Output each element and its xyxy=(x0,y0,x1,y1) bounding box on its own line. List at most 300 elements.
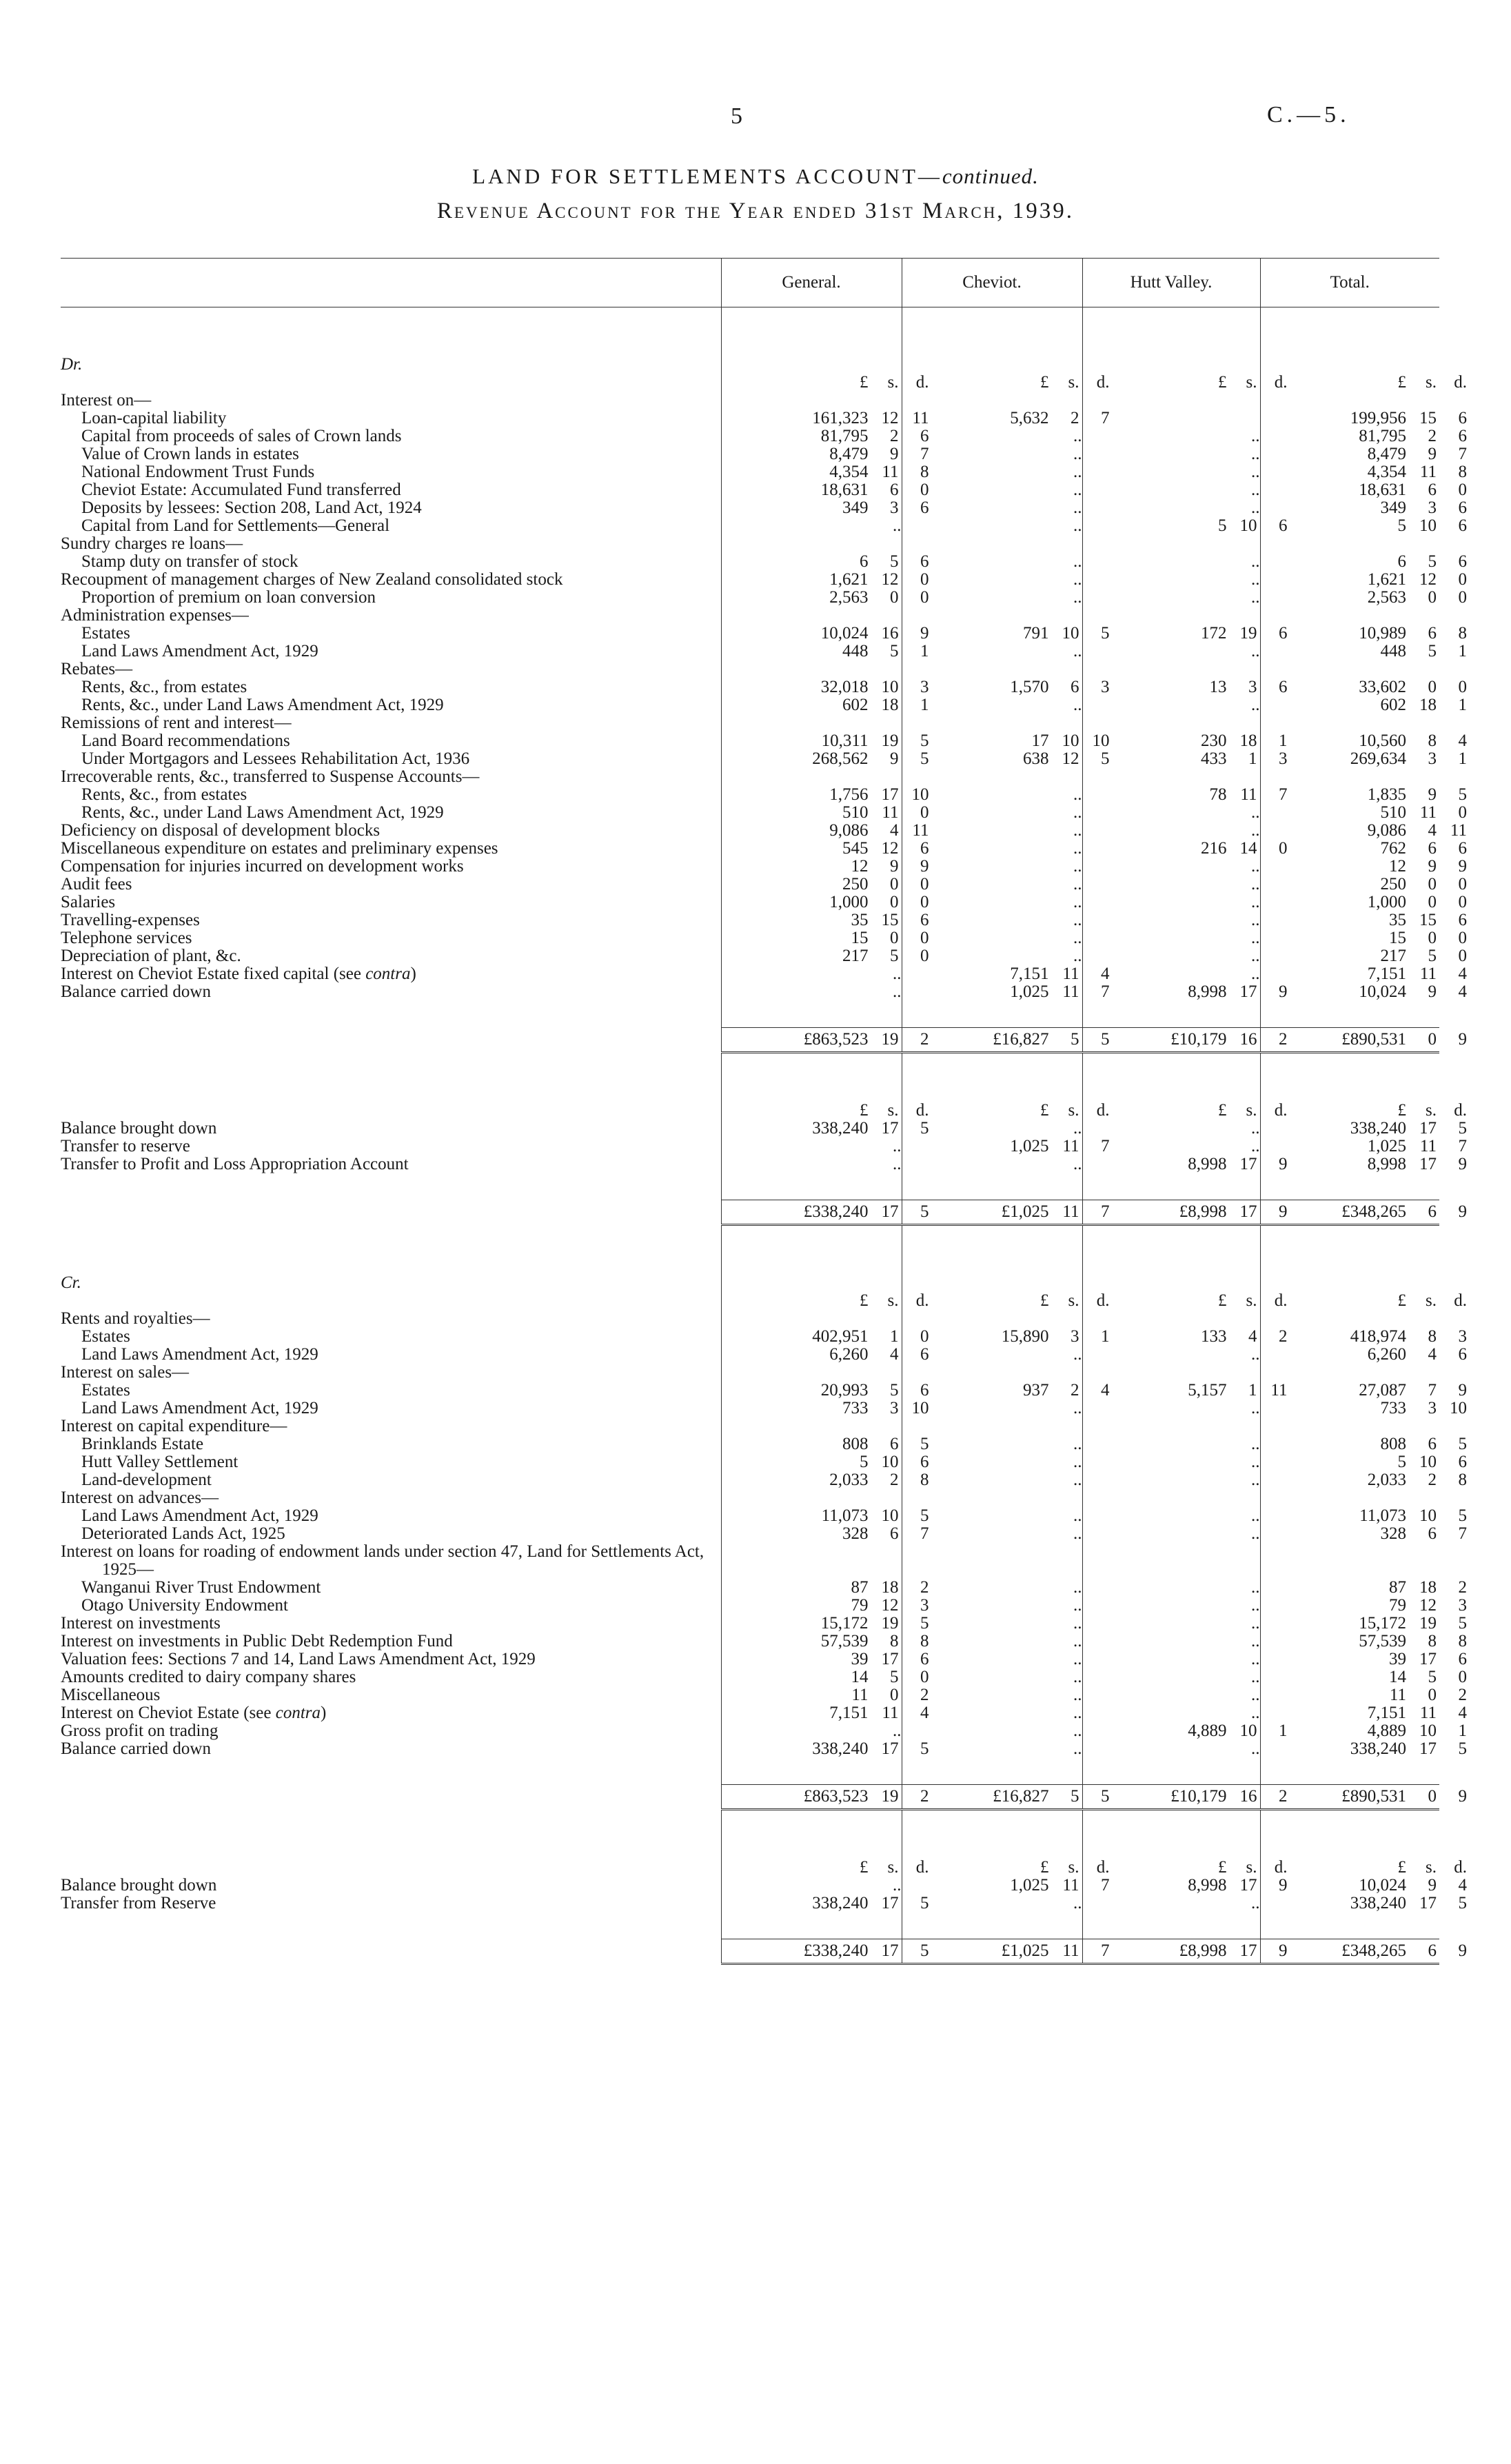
table-row xyxy=(61,643,1439,660)
pounds: 4,354 xyxy=(1367,463,1406,481)
pounds: 1,621 xyxy=(829,570,869,589)
pounds: £890,531 xyxy=(1341,1787,1406,1806)
table-row xyxy=(61,1138,1439,1155)
row-label xyxy=(61,1417,721,1435)
table-row xyxy=(61,1400,1439,1417)
nil-marker: .. xyxy=(1251,857,1260,876)
row-label-text: Salaries xyxy=(61,893,116,911)
row-label xyxy=(61,732,721,750)
pounds: 937 xyxy=(1023,1381,1049,1400)
amount-value xyxy=(793,1650,929,1668)
amount-hutt-valley xyxy=(1082,893,1260,911)
nil-marker: .. xyxy=(1073,1155,1082,1173)
table-row xyxy=(61,392,1439,410)
row-label-text: Interest on— xyxy=(61,391,152,410)
pence-unit: d. xyxy=(1274,373,1288,392)
amount-hutt-valley xyxy=(1082,1615,1260,1633)
pounds-unit: £ xyxy=(860,1858,869,1877)
row-label-text: Estates xyxy=(81,1327,130,1346)
amount-hutt-valley xyxy=(1082,1650,1260,1668)
pence: 6 xyxy=(1458,516,1467,535)
amount-cheviot xyxy=(902,768,1082,786)
row-label-text: Balance carried down xyxy=(61,982,211,1001)
amount-value xyxy=(793,803,929,822)
amount-general xyxy=(721,1364,902,1382)
shillings: 6 xyxy=(1428,481,1437,499)
amount-total xyxy=(1260,875,1467,893)
amount-value xyxy=(793,1202,929,1221)
row-label-text: Land Laws Amendment Act, 1929 xyxy=(81,1399,318,1417)
pence-unit: d. xyxy=(1454,1101,1467,1120)
amount-general-total xyxy=(721,1785,929,1810)
table-row xyxy=(61,1155,1439,1173)
amount-hutt-valley xyxy=(1082,785,1288,804)
amount-value xyxy=(1330,982,1467,1001)
pence: 7 xyxy=(1101,1202,1110,1221)
row-label xyxy=(61,571,721,589)
amount-hutt-valley xyxy=(1082,768,1260,786)
pounds: 10,311 xyxy=(821,731,869,750)
amount-value xyxy=(1151,1155,1288,1173)
shillings: 11 xyxy=(1062,982,1079,1001)
pence: 2 xyxy=(920,1787,929,1806)
pence: 5 xyxy=(1458,1614,1467,1633)
amount-value xyxy=(1330,1506,1467,1525)
nil-marker: .. xyxy=(1073,463,1082,481)
amount-value xyxy=(1330,1596,1467,1615)
amount-general xyxy=(721,785,929,804)
amount-total xyxy=(1260,535,1439,553)
nil-marker: .. xyxy=(893,982,902,1001)
row-label-text: Travelling-expenses xyxy=(61,911,200,929)
pence: 6 xyxy=(920,552,929,571)
pence: 10 xyxy=(1450,1399,1467,1417)
shillings: 19 xyxy=(1239,624,1257,643)
pence: 0 xyxy=(1458,803,1467,822)
table-row xyxy=(61,1382,1439,1400)
row-label-text: Estates xyxy=(81,624,130,643)
pence: 5 xyxy=(920,749,929,768)
shillings: 6 xyxy=(1428,1524,1437,1543)
shillings: 6 xyxy=(890,1435,899,1453)
pounds: 8,479 xyxy=(1367,445,1406,463)
pence: 0 xyxy=(1458,1668,1467,1686)
shillings: 9 xyxy=(890,749,899,768)
shillings: 4 xyxy=(890,1345,899,1364)
amount-total xyxy=(1260,445,1467,463)
amount-general xyxy=(721,911,929,929)
pounds-unit: £ xyxy=(860,1101,869,1120)
shillings: 12 xyxy=(1419,1596,1437,1615)
amount-hutt-valley xyxy=(1082,1633,1260,1650)
pounds-unit: £ xyxy=(1040,1858,1049,1877)
table-row xyxy=(61,1722,1439,1740)
row-label-text: Depreciation of plant, &c. xyxy=(61,947,241,965)
shillings: 11 xyxy=(882,803,899,822)
pence: 1 xyxy=(920,696,929,714)
pounds: £16,827 xyxy=(993,1030,1049,1049)
amount-general xyxy=(721,1471,929,1489)
amount-value xyxy=(1330,624,1467,643)
nil-marker: .. xyxy=(1251,1471,1260,1489)
pounds: 1,025 xyxy=(1010,982,1049,1001)
amount-total xyxy=(1260,427,1467,445)
pounds: £10,179 xyxy=(1170,1787,1227,1806)
table-row xyxy=(61,1543,1439,1579)
amount-cheviot xyxy=(902,1489,1082,1507)
amount-total xyxy=(1260,1435,1467,1453)
amount-value xyxy=(1330,1650,1467,1668)
pence: 7 xyxy=(920,445,929,463)
shillings-unit: s. xyxy=(887,1101,899,1120)
nil-marker: .. xyxy=(1073,1739,1082,1758)
pence: 3 xyxy=(1279,749,1288,768)
pence: 5 xyxy=(1101,1787,1110,1806)
table-row xyxy=(61,822,1439,840)
amount-total xyxy=(1260,1668,1467,1686)
nil-marker: .. xyxy=(1251,696,1260,714)
shillings: 16 xyxy=(1239,1787,1257,1806)
column-header-hutt-valley: Hutt Valley. xyxy=(1082,259,1260,307)
table-row xyxy=(61,463,1439,481)
shillings: 9 xyxy=(1428,857,1437,876)
shillings: 5 xyxy=(1071,1787,1079,1806)
pounds: 1,000 xyxy=(1367,893,1406,911)
shillings: 10 xyxy=(881,1506,899,1525)
pounds: 10,024 xyxy=(1359,982,1406,1001)
row-label-text: Rents, &c., from estates xyxy=(81,678,247,696)
shillings: 15 xyxy=(1419,911,1437,929)
pounds: 15 xyxy=(1389,929,1406,947)
pence: 5 xyxy=(920,1119,929,1138)
pounds: 808 xyxy=(842,1435,869,1453)
amount-general xyxy=(721,1327,929,1346)
pence: 5 xyxy=(1101,624,1110,643)
shillings: 15 xyxy=(1419,409,1437,427)
amount-value xyxy=(1330,642,1467,660)
amount-total xyxy=(1260,1417,1439,1435)
row-label-text: Rents, &c., under Land Laws Amendment Act, 1929 xyxy=(81,803,444,822)
pounds: 418,974 xyxy=(1350,1327,1406,1346)
shillings: 16 xyxy=(1239,1030,1257,1049)
pence: 10 xyxy=(1092,731,1110,750)
amount-general xyxy=(721,607,902,625)
row-label-text: Compensation for injuries incurred on development works xyxy=(61,857,464,876)
amount-value xyxy=(1151,1876,1288,1895)
amount-general xyxy=(721,481,929,499)
amount-value xyxy=(793,1399,929,1417)
row-label-text: Administration expenses— xyxy=(61,606,249,625)
nil-marker: .. xyxy=(1073,785,1082,804)
table-row xyxy=(61,732,1439,750)
table-row xyxy=(61,553,1439,571)
row-label xyxy=(61,445,721,463)
row-label xyxy=(61,876,721,893)
units-row xyxy=(61,1292,1439,1310)
amount-value xyxy=(1330,463,1467,481)
pence-unit: d. xyxy=(1096,373,1110,392)
amount-value xyxy=(1151,1381,1288,1400)
table-row xyxy=(61,1346,1439,1364)
amount-hutt-valley xyxy=(1082,1435,1260,1453)
pounds: 33,602 xyxy=(1359,678,1406,696)
pounds: £890,531 xyxy=(1341,1030,1406,1049)
nil-marker: .. xyxy=(1251,463,1260,481)
row-label xyxy=(61,696,721,714)
amount-total xyxy=(1260,1119,1467,1138)
revenue-account-table xyxy=(61,258,1467,1965)
shillings: 17 xyxy=(1239,982,1257,1001)
pence: 9 xyxy=(1458,1787,1467,1806)
amount-value xyxy=(1330,498,1467,517)
nil-marker: .. xyxy=(1251,1119,1260,1138)
pence: 5 xyxy=(920,1894,929,1912)
amount-hutt-valley xyxy=(1082,589,1260,607)
pounds: 230 xyxy=(1201,731,1227,750)
nil-marker: .. xyxy=(1251,552,1260,571)
amount-general xyxy=(721,1739,929,1758)
nil-marker: .. xyxy=(1251,893,1260,911)
section-heading-row xyxy=(61,1274,1439,1292)
amount-value xyxy=(793,1614,929,1633)
shillings: 3 xyxy=(1428,498,1437,517)
row-label xyxy=(61,947,721,965)
shillings: 5 xyxy=(890,947,899,965)
amount-value xyxy=(1330,1876,1467,1895)
pounds: 338,240 xyxy=(812,1894,869,1912)
pounds-unit: £ xyxy=(1040,1291,1049,1310)
shillings: 5 xyxy=(890,1381,899,1400)
amount-general xyxy=(721,660,902,678)
row-label xyxy=(61,1310,721,1328)
shillings: 14 xyxy=(1239,839,1257,858)
shillings: 10 xyxy=(1239,1721,1257,1740)
amount-value xyxy=(973,1787,1110,1806)
pence-unit: d. xyxy=(1274,1858,1288,1877)
row-label xyxy=(61,1686,721,1704)
amount-value xyxy=(793,875,929,893)
table-row xyxy=(61,1310,1439,1328)
row-label xyxy=(61,1382,721,1400)
nil-marker: .. xyxy=(1251,1650,1260,1668)
amount-hutt-valley xyxy=(1082,427,1260,445)
pence: 0 xyxy=(920,875,929,893)
amount-value xyxy=(793,1524,929,1543)
nil-marker: .. xyxy=(1251,1704,1260,1722)
amount-general xyxy=(721,731,929,750)
amount-total xyxy=(1260,642,1467,660)
nil-marker: .. xyxy=(1073,696,1082,714)
amount-value xyxy=(1330,409,1467,427)
amount-general xyxy=(721,409,929,427)
shillings-unit: s. xyxy=(1426,1291,1437,1310)
pounds: 5 xyxy=(1218,516,1227,535)
row-label-text: Balance brought down xyxy=(61,1876,217,1895)
pounds: £1,025 xyxy=(1001,1941,1049,1960)
pence: 4 xyxy=(1101,1381,1110,1400)
pounds: 7,151 xyxy=(1367,965,1406,983)
amount-value xyxy=(973,1876,1110,1895)
amount-general xyxy=(721,1877,902,1895)
pounds: 15,172 xyxy=(1359,1614,1406,1633)
pounds: 328 xyxy=(1380,1524,1406,1543)
shillings: 3 xyxy=(1428,1399,1437,1417)
table-row xyxy=(61,840,1439,858)
shillings: 1 xyxy=(1248,1381,1257,1400)
nil-marker: .. xyxy=(1073,1435,1082,1453)
row-label-text: Recoupment of management charges of New Zealand consolidated stock xyxy=(61,570,563,589)
pounds: 269,634 xyxy=(1350,749,1406,768)
table-row xyxy=(61,750,1439,768)
amount-value xyxy=(1330,1721,1467,1740)
amount-general xyxy=(721,893,929,911)
amount-value xyxy=(793,696,929,714)
row-label-text: Interest on capital expenditure— xyxy=(61,1417,287,1435)
amount-hutt-valley xyxy=(1082,516,1288,535)
pounds: 338,240 xyxy=(812,1739,869,1758)
nil-marker: .. xyxy=(1073,1506,1082,1525)
table-row xyxy=(61,678,1439,696)
shillings: 17 xyxy=(881,785,899,804)
pounds: 338,240 xyxy=(1350,1119,1406,1138)
row-label xyxy=(61,660,721,678)
nil-marker: .. xyxy=(1073,1704,1082,1722)
amount-value xyxy=(793,1381,929,1400)
amount-value xyxy=(1330,445,1467,463)
amount-general xyxy=(721,1345,929,1364)
shillings: 12 xyxy=(881,409,899,427)
pounds: 217 xyxy=(842,947,869,965)
amount-general xyxy=(721,1155,902,1173)
total-row xyxy=(61,1785,1439,1810)
amount-hutt-valley xyxy=(1082,911,1260,929)
pounds: 133 xyxy=(1201,1327,1227,1346)
amount-total xyxy=(1260,1596,1467,1615)
shillings: 0 xyxy=(1428,929,1437,947)
amount-value xyxy=(1330,570,1467,589)
amount-general xyxy=(721,1578,929,1597)
pounds: 81,795 xyxy=(1359,427,1406,445)
amount-general xyxy=(721,517,902,535)
amount-general xyxy=(721,427,929,445)
nil-marker: .. xyxy=(1251,1614,1260,1633)
pounds: 349 xyxy=(1380,498,1406,517)
nil-marker: .. xyxy=(893,516,902,535)
pounds: 338,240 xyxy=(1350,1739,1406,1758)
pounds: 2,033 xyxy=(1367,1471,1406,1489)
pence-unit: d. xyxy=(1096,1858,1110,1877)
nil-marker: .. xyxy=(893,1155,902,1173)
total-row xyxy=(61,1028,1439,1053)
pounds: £8,998 xyxy=(1179,1202,1227,1221)
pounds-unit: £ xyxy=(860,373,869,392)
shillings: 0 xyxy=(1428,1686,1437,1704)
pence: 3 xyxy=(920,1596,929,1615)
shillings: 17 xyxy=(1419,1739,1437,1758)
amount-value xyxy=(793,1668,929,1686)
amount-total xyxy=(1260,392,1439,410)
shillings: 11 xyxy=(882,463,899,481)
row-label-text: Balance brought down xyxy=(61,1119,217,1138)
pence-unit: d. xyxy=(915,1101,929,1120)
shillings: 10 xyxy=(881,1453,899,1471)
amount-value xyxy=(1330,785,1467,804)
amount-total xyxy=(1260,1364,1439,1382)
amount-value xyxy=(793,893,929,911)
row-label xyxy=(61,1633,721,1650)
shillings: 8 xyxy=(1428,1327,1437,1346)
amount-total xyxy=(1260,1894,1467,1912)
nil-marker: .. xyxy=(1073,588,1082,607)
nil-marker: .. xyxy=(1073,498,1082,517)
table-row xyxy=(61,858,1439,876)
amount-value xyxy=(1330,1704,1467,1722)
pence: 9 xyxy=(1279,1202,1288,1221)
nil-marker: .. xyxy=(1073,1668,1082,1686)
pence: 5 xyxy=(1458,1739,1467,1758)
nil-marker: .. xyxy=(1073,445,1082,463)
amount-value xyxy=(1330,821,1467,840)
amount-total xyxy=(1260,660,1439,678)
page-number: 5 xyxy=(731,103,742,129)
pounds: 161,323 xyxy=(812,409,869,427)
amount-value xyxy=(1330,1739,1467,1758)
shillings: 18 xyxy=(1419,696,1437,714)
nil-marker: .. xyxy=(1073,929,1082,947)
shillings: 4 xyxy=(890,821,899,840)
row-label xyxy=(61,463,721,481)
amount-general xyxy=(721,983,902,1001)
account-title: LAND FOR SETTLEMENTS ACCOUNT—continued. xyxy=(472,164,1039,188)
pence: 4 xyxy=(1458,731,1467,750)
pounds: 18,631 xyxy=(1359,481,1406,499)
pence: 0 xyxy=(920,1327,929,1346)
pence: 1 xyxy=(1279,1721,1288,1740)
amount-value xyxy=(793,1345,929,1364)
nil-marker: .. xyxy=(1251,427,1260,445)
shillings: 0 xyxy=(890,875,899,893)
amount-value xyxy=(973,1327,1110,1346)
shillings: 8 xyxy=(1428,731,1437,750)
shillings-unit: s. xyxy=(1068,1101,1079,1120)
pounds-unit: £ xyxy=(1040,1101,1049,1120)
nil-marker: .. xyxy=(1073,839,1082,858)
row-label-text: Deposits by lessees: Section 208, Land Act, 1924 xyxy=(81,498,422,517)
pence: 3 xyxy=(1458,1596,1467,1615)
pence: 5 xyxy=(1458,1506,1467,1525)
amount-value xyxy=(1330,1137,1467,1155)
pence: 6 xyxy=(920,1345,929,1364)
row-label-text: ) xyxy=(410,965,416,983)
shillings: 6 xyxy=(1428,1435,1437,1453)
amount-value xyxy=(1330,875,1467,893)
pounds: 448 xyxy=(842,642,869,660)
amount-value xyxy=(1330,1381,1467,1400)
table-row xyxy=(61,589,1439,607)
shillings: 18 xyxy=(881,696,899,714)
table-row xyxy=(61,607,1439,625)
shillings: 4 xyxy=(1428,1345,1437,1364)
row-label-text: Land-development xyxy=(81,1471,212,1489)
shillings: 4 xyxy=(1248,1327,1257,1346)
row-label-text: Rebates— xyxy=(61,660,133,678)
units-row xyxy=(61,374,1439,392)
pence: 6 xyxy=(1279,678,1288,696)
shillings-unit: s. xyxy=(1246,373,1257,392)
pounds: 10,024 xyxy=(1359,1876,1406,1895)
amount-total xyxy=(1260,588,1467,607)
row-label xyxy=(61,1364,721,1382)
